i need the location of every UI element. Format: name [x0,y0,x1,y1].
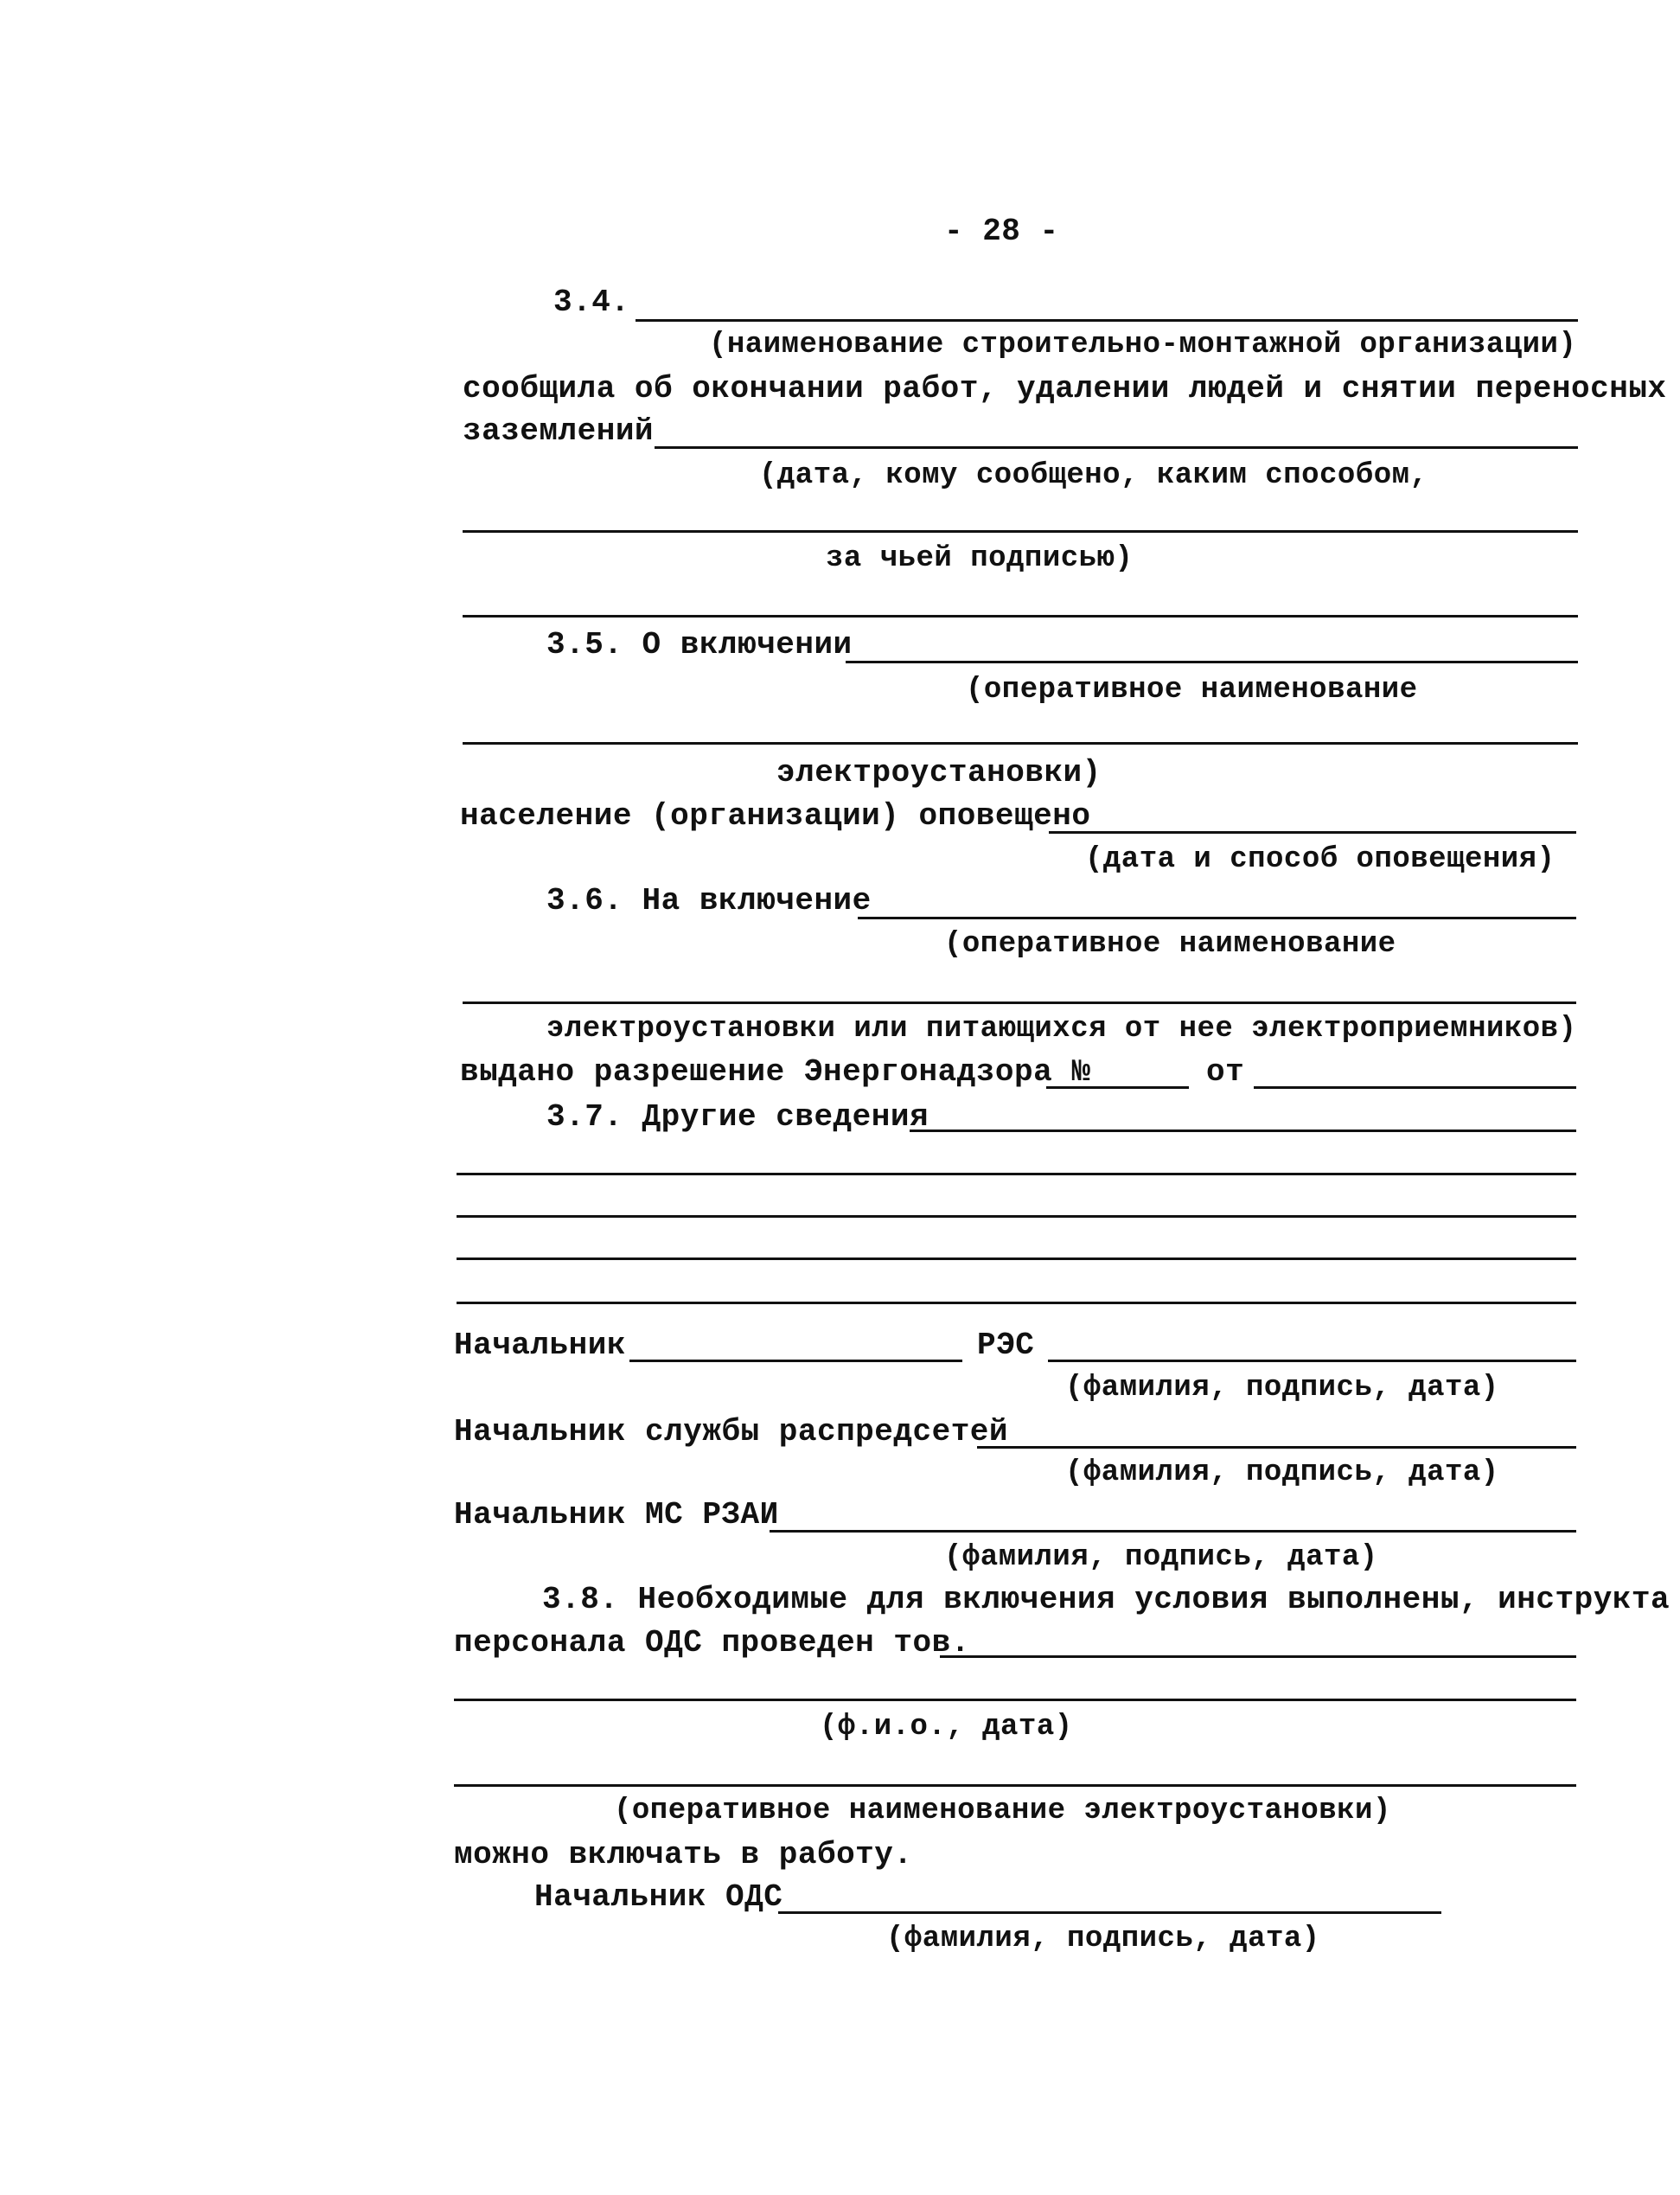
section-3-8-text: 3.8. Необходимые для включения условия выполнены, инструкта [542,1582,1670,1617]
s36-receivers-caption: электроустановки или питающихся от нее электроприемников) [546,1013,1577,1046]
rzai-signature-field[interactable] [770,1530,1576,1533]
notification-caption: (дата, кому сообщено, каким способом, [759,459,1428,492]
section-3-6-label: 3.6. На включение [546,883,872,918]
other-info-line-5[interactable] [457,1302,1576,1304]
notification-field[interactable] [655,446,1578,449]
staff-name-caption: (ф.и.о., дата) [820,1711,1073,1744]
notification-field-line2[interactable] [463,530,1578,533]
page-number: - 28 - [944,214,1059,249]
switch-on-field-line2[interactable] [463,742,1578,745]
org-name-field[interactable] [636,319,1578,322]
installation-name-field[interactable] [454,1784,1576,1787]
other-info-line-3[interactable] [457,1215,1576,1218]
s35-operative-name-caption: (оперативное наименование [966,674,1418,707]
can-switch-on-text: можно включать в работу. [454,1837,913,1872]
s34-grounding-label: заземлений [463,413,655,449]
signature-field[interactable] [463,615,1578,618]
switch-on-permit-field-line2[interactable] [463,1002,1576,1004]
switch-on-permit-field[interactable] [858,917,1576,919]
res-signature-caption: (фамилия, подпись, дата) [1065,1372,1499,1405]
permit-date-field[interactable] [1254,1086,1576,1089]
section-3-4-number: 3.4. [553,285,630,320]
permit-date-label: от [1206,1054,1245,1090]
org-name-caption: (наименование строительно-монтажной организации) [709,329,1577,362]
installation-name-caption: (оперативное наименование электроустановки) [614,1795,1391,1827]
section-3-5-label: 3.5. О включении [546,627,853,662]
res-head-field[interactable] [629,1360,962,1362]
staff-name-field[interactable] [940,1655,1576,1658]
other-info-line-2[interactable] [457,1173,1576,1175]
notification-date-caption: (дата и способ оповещения) [1085,843,1555,876]
other-info-line-4[interactable] [457,1257,1576,1260]
res-head-label: Начальник [454,1328,626,1363]
other-info-field[interactable] [910,1129,1576,1132]
permit-number-field[interactable] [1046,1086,1189,1089]
switch-on-field[interactable] [846,661,1578,663]
dist-signature-field[interactable] [977,1446,1576,1449]
s35-installation-caption: электроустановки) [776,755,1102,790]
dist-signature-caption: (фамилия, подпись, дата) [1065,1456,1499,1489]
ods-head-label: Начальник ОДС [534,1879,783,1915]
s34-text-line: сообщила об окончании работ, удалении людей и снятии переносных [463,371,1667,406]
section-3-7-label: 3.7. Другие сведения [546,1099,929,1135]
rzai-head-label: Начальник МС РЗАИ [454,1497,779,1533]
dist-head-label: Начальник службы распредсетей [454,1414,1009,1449]
notification-date-field[interactable] [1049,831,1576,834]
s36-operative-name-caption: (оперативное наименование [944,928,1396,961]
res-signature-field[interactable] [1048,1360,1576,1362]
ods-staff-label: персонала ОДС проведен тов. [454,1625,970,1661]
population-notified-label: население (организации) оповещено [460,798,1091,834]
ods-signature-caption: (фамилия, подпись, дата) [886,1923,1320,1955]
signature-caption: за чьей подписью) [826,542,1134,575]
ods-signature-field[interactable] [778,1911,1441,1914]
res-abbr-label: РЭС [977,1328,1035,1363]
staff-name-field-line2[interactable] [454,1699,1576,1701]
energonadzor-permit-label: выдано разрешение Энергонадзора № [460,1054,1091,1090]
rzai-signature-caption: (фамилия, подпись, дата) [944,1541,1378,1574]
